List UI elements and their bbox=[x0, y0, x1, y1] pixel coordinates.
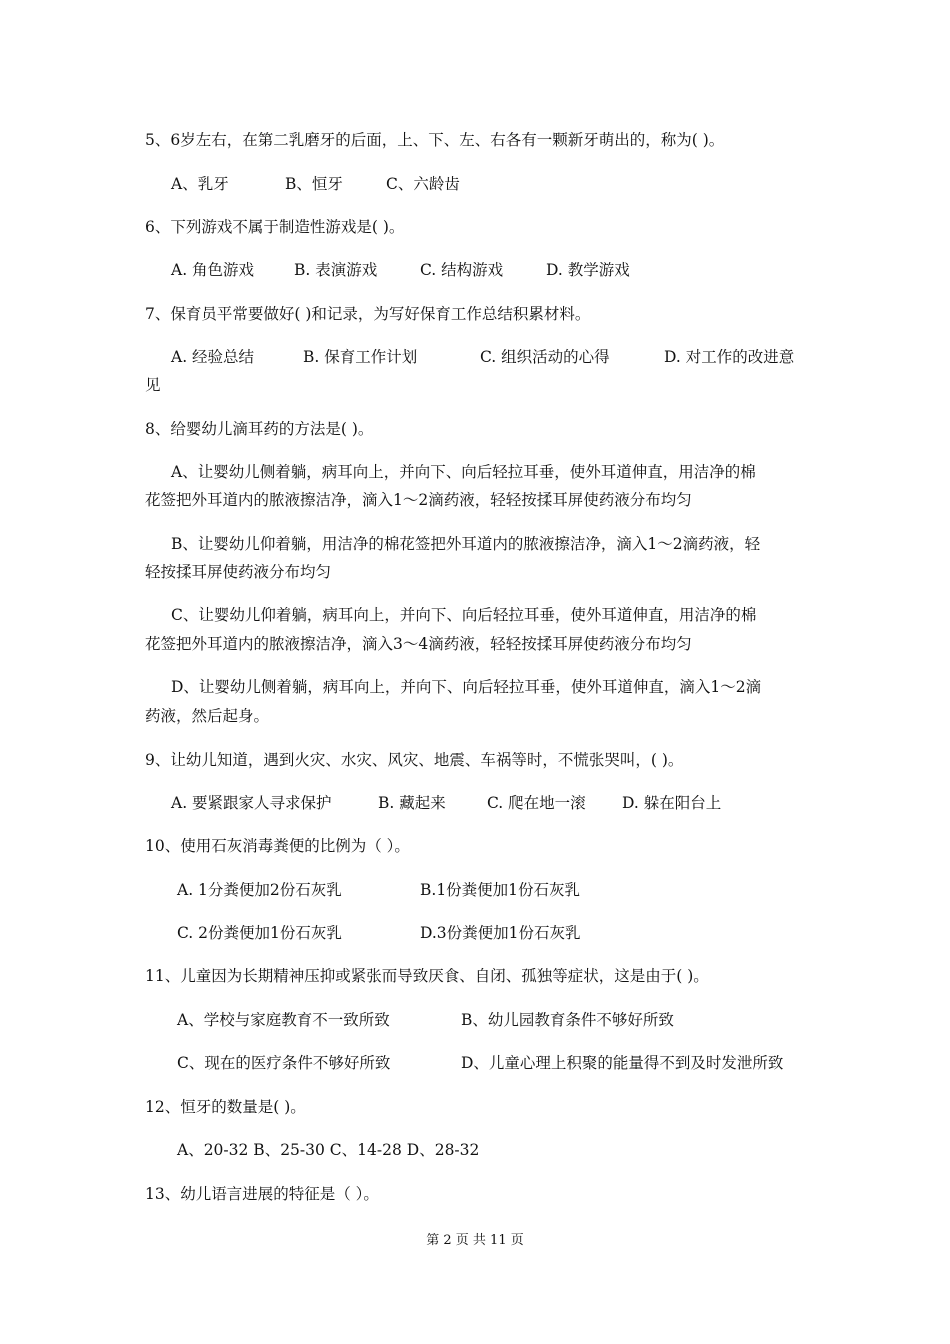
question-6-option-c: C. 结构游戏 bbox=[420, 261, 504, 279]
question-6-stem: 6、下列游戏不属于制造性游戏是( )。 bbox=[145, 218, 405, 236]
question-12-options: A、20-32 B、25-30 C、14-28 D、28-32 bbox=[177, 1141, 480, 1159]
question-8-option-c-line2: 花签把外耳道内的脓液擦洁净，滴入3～4滴药液，轻轻按揉耳屏使药液分布均匀 bbox=[145, 635, 692, 653]
question-10-option-c: C. 2份粪便加1份石灰乳 bbox=[177, 924, 342, 942]
question-10-option-d: D.3份粪便加1份石灰乳 bbox=[420, 924, 581, 942]
question-6-option-d: D. 教学游戏 bbox=[546, 261, 630, 279]
question-12-stem: 12、恒牙的数量是( )。 bbox=[145, 1098, 306, 1116]
question-7-option-c: C. 组织活动的心得 bbox=[480, 348, 610, 366]
question-7-option-a: A. 经验总结 bbox=[171, 348, 255, 366]
question-11-option-d: D、儿童心理上积聚的能量得不到及时发泄所致 bbox=[461, 1054, 784, 1072]
question-6-option-b: B. 表演游戏 bbox=[294, 261, 378, 279]
question-8-option-a-line1: A、让婴幼儿侧着躺，病耳向上，并向下、向后轻拉耳垂，使外耳道伸直，用洁净的棉 bbox=[171, 463, 756, 481]
question-9-option-b: B. 藏起来 bbox=[378, 794, 446, 812]
question-5-option-c: C、六龄齿 bbox=[386, 175, 460, 193]
question-9-option-d: D. 躲在阳台上 bbox=[622, 794, 722, 812]
question-7-option-b: B. 保育工作计划 bbox=[303, 348, 418, 366]
page-footer: 第 2 页 共 11 页 bbox=[426, 1233, 524, 1248]
question-8-option-a-line2: 花签把外耳道内的脓液擦洁净，滴入1～2滴药液，轻轻按揉耳屏使药液分布均匀 bbox=[145, 491, 692, 509]
question-11-option-c: C、现在的医疗条件不够好所致 bbox=[177, 1054, 391, 1072]
question-8-option-c-line1: C、让婴幼儿仰着躺，病耳向上，并向下、向后轻拉耳垂，使外耳道伸直，用洁净的棉 bbox=[171, 606, 757, 624]
question-8-option-d-line1: D、让婴幼儿侧着躺，病耳向上，并向下、向后轻拉耳垂，使外耳道伸直，滴入1～2滴 bbox=[171, 678, 762, 696]
question-11-option-b: B、幼儿园教育条件不够好所致 bbox=[461, 1011, 674, 1029]
question-11-stem: 11、儿童因为长期精神压抑或紧张而导致厌食、自闭、孤独等症状，这是由于( )。 bbox=[145, 967, 709, 985]
question-9-stem: 9、让幼儿知道，遇到火灾、水灾、风灾、地震、车祸等时，不慌张哭叫，( )。 bbox=[145, 751, 684, 769]
question-9-option-c: C. 爬在地一滚 bbox=[487, 794, 586, 812]
question-8-option-b-line2: 轻按揉耳屏使药液分布均匀 bbox=[145, 563, 332, 581]
question-5-stem: 5、6岁左右，在第二乳磨牙的后面，上、下、左、右各有一颗新牙萌出的，称为( )。 bbox=[145, 131, 725, 149]
question-7-stem: 7、保育员平常要做好( )和记录，为写好保育工作总结积累材料。 bbox=[145, 305, 591, 323]
question-7-option-d-wrap: 见 bbox=[145, 376, 161, 394]
question-5-option-a: A、乳牙 bbox=[171, 175, 229, 193]
question-8-option-d-line2: 药液，然后起身。 bbox=[145, 707, 270, 725]
question-10-option-b: B.1份粪便加1份石灰乳 bbox=[420, 881, 581, 899]
question-8-option-b-line1: B、让婴幼儿仰着躺，用洁净的棉花签把外耳道内的脓液擦洁净，滴入1～2滴药液，轻 bbox=[171, 535, 761, 553]
question-8-stem: 8、给婴幼儿滴耳药的方法是( )。 bbox=[145, 420, 374, 438]
question-5-option-b: B、恒牙 bbox=[285, 175, 343, 193]
question-10-stem: 10、使用石灰消毒粪便的比例为（ ）。 bbox=[145, 837, 410, 855]
question-13-stem: 13、幼儿语言进展的特征是（ ）。 bbox=[145, 1185, 379, 1203]
question-6-option-a: A. 角色游戏 bbox=[171, 261, 255, 279]
question-7-option-d: D. 对工作的改进意 bbox=[664, 348, 795, 366]
question-9-option-a: A. 要紧跟家人寻求保护 bbox=[171, 794, 332, 812]
question-10-option-a: A. 1分粪便加2份石灰乳 bbox=[177, 881, 342, 899]
question-11-option-a: A、学校与家庭教育不一致所致 bbox=[177, 1011, 390, 1029]
